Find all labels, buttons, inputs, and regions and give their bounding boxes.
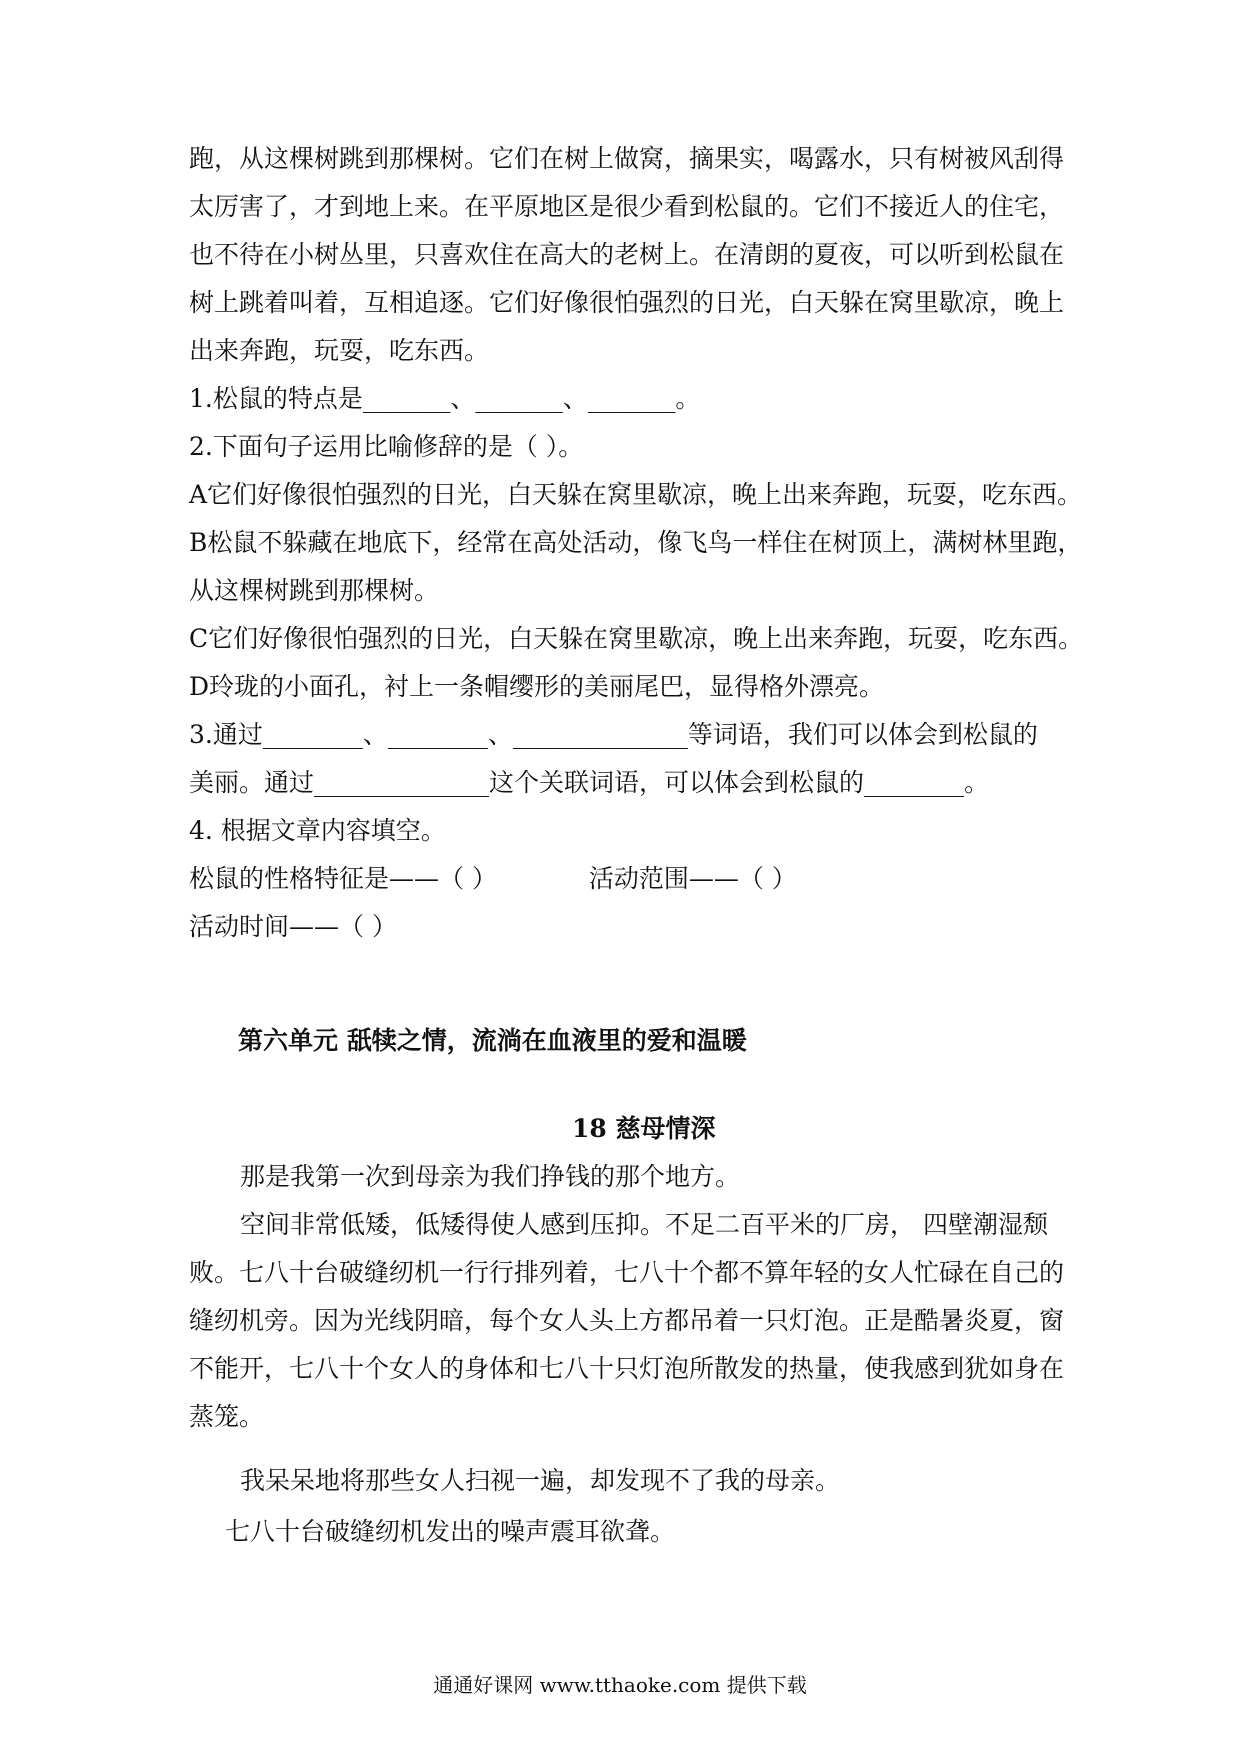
- personality-blank: 松鼠的性格特征是——（ ）: [189, 864, 497, 893]
- paragraph-2-line: 不能开，七八十个女人的身体和七八十只灯泡所散发的热量，使我感到犹如身在: [189, 1354, 1065, 1383]
- question-4-line2: 活动时间——（ ）: [189, 912, 397, 941]
- paragraph-3: 我呆呆地将那些女人扫视一遍，却发现不了我的母亲。: [240, 1466, 841, 1495]
- passage-line: 跑，从这棵树跳到那棵树。它们在树上做窝，摘果实，喝露水，只有树被风刮得: [189, 144, 1065, 173]
- lesson-title: 18 慈母情深: [572, 1114, 716, 1143]
- unit-heading: 第六单元 舐犊之情，流淌在血液里的爱和温暖: [238, 1026, 747, 1055]
- paragraph-2-line: 败。七八十台破缝纫机一行行排列着，七八十个都不算年轻的女人忙碌在自己的: [189, 1258, 1065, 1287]
- activity-range-blank: 活动范围——（ ）: [588, 864, 797, 893]
- paragraph-2-line: 空间非常低矮，低矮得使人感到压抑。不足二百平米的厂房， 四壁潮湿颓: [240, 1210, 1048, 1239]
- option-b: B松鼠不躲藏在地底下，经常在高处活动，像飞鸟一样住在树顶上，满树林里跑，: [189, 528, 1083, 557]
- option-a: A它们好像很怕强烈的日光，白天躲在窝里歇凉，晚上出来奔跑，玩耍，吃东西。: [189, 480, 1083, 509]
- question-1: 1.松鼠的特点是_______、_______、_______。: [189, 384, 701, 413]
- passage-line: 出来奔跑，玩耍，吃东西。: [189, 336, 490, 365]
- question-3-cont: 美丽。通过______________这个关联词语，可以体会到松鼠的________。: [189, 768, 990, 797]
- question-4: 4. 根据文章内容填空。: [189, 816, 446, 845]
- passage-line: 也不待在小树丛里，只喜欢住在高大的老树上。在清朗的夏夜，可以听到松鼠在: [189, 240, 1065, 269]
- passage-line: 太厉害了，才到地上来。在平原地区是很少看到松鼠的。它们不接近人的住宅，: [189, 192, 1065, 221]
- passage-line: 树上跳着叫着，互相追逐。它们好像很怕强烈的日光，白天躲在窝里歇凉，晚上: [189, 288, 1065, 317]
- paragraph-4: 七八十台破缝纫机发出的噪声震耳欲聋。: [225, 1517, 676, 1546]
- question-2: 2.下面句子运用比喻修辞的是（ ）。: [189, 432, 584, 461]
- page-footer: 通通好课网 www.tthaoke.com 提供下载: [433, 1673, 807, 1697]
- question-4-line1: [189, 862, 1069, 896]
- paragraph-2-line: 缝纫机旁。因为光线阴暗，每个女人头上方都吊着一只灯泡。正是酷暑炎夏，窗: [189, 1306, 1065, 1335]
- paragraph-1: 那是我第一次到母亲为我们挣钱的那个地方。: [240, 1162, 741, 1191]
- option-d: D玲珑的小面孔，衬上一条帽缨形的美丽尾巴，显得格外漂亮。: [189, 672, 885, 701]
- option-b-cont: 从这棵树跳到那棵树。: [189, 576, 440, 605]
- option-c: C它们好像很怕强烈的日光，白天躲在窝里歇凉，晚上出来奔跑，玩耍，吃东西。: [189, 624, 1084, 653]
- question-3: 3.通过________、________、______________等词语，我们可以体会到松鼠的: [189, 720, 1038, 749]
- paragraph-2-line: 蒸笼。: [189, 1402, 265, 1431]
